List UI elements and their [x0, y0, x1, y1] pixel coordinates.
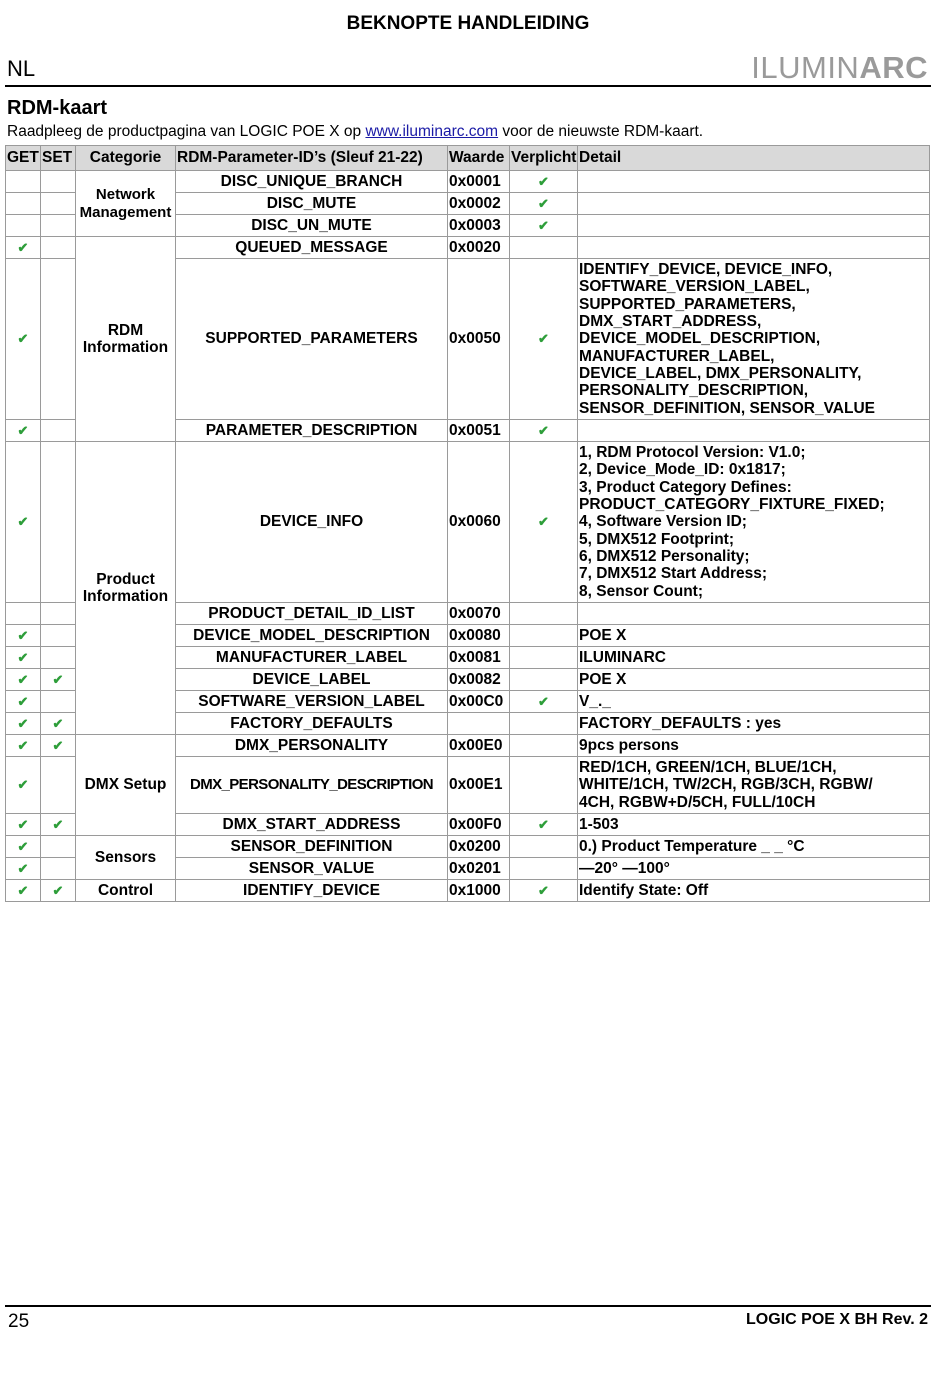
detail-cell: [578, 215, 930, 237]
value-cell: [448, 713, 510, 735]
get-cell: [6, 420, 41, 442]
detail-cell: [578, 836, 930, 858]
required-cell: [510, 669, 578, 691]
detail-cell: [578, 880, 930, 902]
check-icon: ✔: [17, 838, 29, 854]
detail-line: DEVICE_LABEL, DMX_PERSONALITY,: [579, 364, 862, 382]
parameter-id-cell: SUPPORTED_PARAMETERS: [176, 259, 448, 420]
get-cell: [6, 647, 41, 669]
detail-line: IDENTIFY_DEVICE, DEVICE_INFO,: [579, 261, 833, 279]
get-cell: [6, 858, 41, 880]
check-icon: ✔: [538, 217, 549, 233]
detail-line: POE X: [579, 670, 627, 688]
value-cell: 0x00E1: [448, 757, 510, 814]
check-icon: ✔: [538, 816, 549, 832]
detail-cell: [578, 814, 930, 836]
check-icon: ✔: [17, 816, 29, 832]
detail-line: Identify State: Off: [579, 881, 709, 899]
parameter-id-cell: DEVICE_INFO: [176, 442, 448, 603]
check-icon: ✔: [17, 882, 29, 898]
set-cell: [41, 647, 76, 669]
detail-line: RED/1CH, GREEN/1CH, BLUE/1CH,: [579, 759, 837, 777]
detail-cell: [578, 735, 930, 757]
required-cell: [510, 420, 578, 442]
check-icon: ✔: [17, 777, 29, 793]
required-cell: [510, 836, 578, 858]
parameter-id-cell: MANUFACTURER_LABEL: [176, 647, 448, 669]
value-cell: 0x00C0: [448, 691, 510, 713]
check-icon: ✔: [17, 671, 29, 687]
get-cell: [6, 237, 41, 259]
set-cell: [41, 625, 76, 647]
value-cell: 0x0081: [448, 647, 510, 669]
required-cell: [510, 259, 578, 420]
detail-cell: [578, 259, 930, 420]
check-icon: ✔: [17, 693, 29, 709]
required-cell: [510, 691, 578, 713]
set-cell: [41, 237, 76, 259]
logo-text-light: ILUMIN: [751, 50, 860, 85]
parameter-id-cell: SOFTWARE_VERSION_LABEL: [176, 691, 448, 713]
check-icon: ✔: [52, 737, 64, 753]
table-row: [6, 442, 930, 603]
check-icon: ✔: [538, 882, 549, 898]
value-cell: 0x0201: [448, 858, 510, 880]
detail-line: ILUMINARC: [579, 648, 666, 666]
get-cell: [6, 193, 41, 215]
page-title: BEKNOPTE HANDLEIDING: [346, 13, 590, 34]
check-icon: ✔: [17, 649, 29, 665]
detail-cell: [578, 420, 930, 442]
get-cell: [6, 669, 41, 691]
get-cell: [6, 814, 41, 836]
check-icon: ✔: [52, 882, 64, 898]
detail-line: SOFTWARE_VERSION_LABEL,: [579, 278, 810, 296]
table-header-row: [6, 146, 930, 171]
detail-line: 0.) Product Temperature _ _ °C: [579, 837, 805, 855]
detail-line: DMX_START_ADDRESS,: [579, 313, 762, 331]
set-cell: [41, 880, 76, 902]
set-cell: [41, 735, 76, 757]
intro-text-before: Raadpleeg de productpagina van LOGIC POE X op: [7, 123, 366, 140]
required-cell: [510, 757, 578, 814]
detail-cell: [578, 625, 930, 647]
detail-cell: [578, 237, 930, 259]
table-row: [6, 171, 930, 193]
col-header-required: Verplicht: [510, 146, 578, 171]
value-cell: 0x0200: [448, 836, 510, 858]
detail-line: SENSOR_DEFINITION, SENSOR_VALUE: [579, 399, 875, 417]
set-cell: [41, 858, 76, 880]
check-icon: ✔: [538, 514, 549, 530]
required-cell: [510, 880, 578, 902]
detail-cell: [578, 647, 930, 669]
value-cell: 0x0050: [448, 259, 510, 420]
parameter-id-cell: QUEUED_MESSAGE: [176, 237, 448, 259]
detail-line: DEVICE_MODEL_DESCRIPTION,: [579, 330, 821, 348]
col-header-value: Waarde: [448, 146, 510, 171]
set-cell: [41, 193, 76, 215]
value-cell: 0x0070: [448, 603, 510, 625]
intro-text: [7, 123, 703, 141]
detail-line: MANUFACTURER_LABEL,: [579, 347, 775, 365]
required-cell: [510, 647, 578, 669]
detail-line: 1, RDM Protocol Version: V1.0;: [579, 444, 806, 462]
category-cell: Sensors: [76, 836, 176, 880]
set-cell: [41, 713, 76, 735]
get-cell: [6, 171, 41, 193]
get-cell: [6, 215, 41, 237]
detail-cell: [578, 669, 930, 691]
detail-line: PRODUCT_CATEGORY_FIXTURE_FIXED;: [579, 496, 885, 514]
section-title: RDM-kaart: [7, 97, 108, 119]
detail-line: —20° —100°: [579, 859, 670, 877]
category-cell: Product Information: [76, 442, 176, 735]
table-row: [6, 836, 930, 858]
value-cell: 0x0051: [448, 420, 510, 442]
parameter-id-cell: SENSOR_VALUE: [176, 858, 448, 880]
col-header-category: Categorie: [76, 146, 176, 171]
required-cell: [510, 442, 578, 603]
brand-logo: [751, 50, 928, 86]
intro-text-after: voor de nieuwste RDM-kaart.: [498, 123, 704, 140]
table-row: [6, 237, 930, 259]
detail-cell: [578, 713, 930, 735]
detail-line: SUPPORTED_PARAMETERS,: [579, 295, 796, 313]
detail-line: 5, DMX512 Footprint;: [579, 530, 735, 548]
col-header-get: GET: [6, 146, 41, 171]
get-cell: [6, 259, 41, 420]
parameter-id-cell: DMX_PERSONALITY_DESCRIPTION: [176, 757, 448, 814]
get-cell: [6, 735, 41, 757]
required-cell: [510, 603, 578, 625]
check-icon: ✔: [52, 816, 64, 832]
detail-line: 3, Product Category Defines:: [579, 478, 792, 496]
get-cell: [6, 603, 41, 625]
set-cell: [41, 442, 76, 603]
check-icon: ✔: [538, 693, 549, 709]
check-icon: ✔: [17, 860, 29, 876]
set-cell: [41, 814, 76, 836]
check-icon: ✔: [538, 195, 549, 211]
required-cell: [510, 215, 578, 237]
detail-line: 9pcs persons: [579, 736, 679, 754]
detail-line: 2, Device_Mode_ID: 0x1817;: [579, 461, 786, 479]
detail-cell: [578, 757, 930, 814]
required-cell: [510, 171, 578, 193]
parameter-id-cell: PRODUCT_DETAIL_ID_LIST: [176, 603, 448, 625]
parameter-id-cell: DISC_UN_MUTE: [176, 215, 448, 237]
value-cell: 0x1000: [448, 880, 510, 902]
col-header-parameter-id: RDM-Parameter-ID’s (Sleuf 21-22): [176, 146, 448, 171]
detail-line: 8, Sensor Count;: [579, 582, 704, 600]
rdm-table: [5, 145, 930, 902]
detail-line: 4, Software Version ID;: [579, 513, 747, 531]
required-cell: [510, 625, 578, 647]
table-row: [6, 735, 930, 757]
parameter-id-cell: FACTORY_DEFAULTS: [176, 713, 448, 735]
detail-line: POE X: [579, 626, 627, 644]
col-header-detail: Detail: [578, 146, 930, 171]
value-cell: 0x0001: [448, 171, 510, 193]
required-cell: [510, 237, 578, 259]
detail-cell: [578, 691, 930, 713]
get-cell: [6, 880, 41, 902]
detail-line: FACTORY_DEFAULTS : yes: [579, 714, 782, 732]
table-row: [6, 880, 930, 902]
parameter-id-cell: SENSOR_DEFINITION: [176, 836, 448, 858]
detail-cell: [578, 858, 930, 880]
parameter-id-cell: IDENTIFY_DEVICE: [176, 880, 448, 902]
detail-cell: [578, 603, 930, 625]
check-icon: ✔: [17, 715, 29, 731]
check-icon: ✔: [52, 715, 64, 731]
set-cell: [41, 603, 76, 625]
value-cell: 0x0002: [448, 193, 510, 215]
detail-line: 1-503: [579, 815, 619, 833]
category-cell: DMX Setup: [76, 735, 176, 836]
logo-text-bold: ARC: [859, 50, 928, 85]
get-cell: [6, 691, 41, 713]
set-cell: [41, 691, 76, 713]
detail-line: PERSONALITY_DESCRIPTION,: [579, 382, 809, 400]
parameter-id-cell: PARAMETER_DESCRIPTION: [176, 420, 448, 442]
parameter-id-cell: DISC_UNIQUE_BRANCH: [176, 171, 448, 193]
parameter-id-cell: DEVICE_LABEL: [176, 669, 448, 691]
check-icon: ✔: [538, 331, 549, 347]
header-divider: [5, 85, 931, 87]
parameter-id-cell: DMX_START_ADDRESS: [176, 814, 448, 836]
check-icon: ✔: [17, 514, 29, 530]
website-link[interactable]: www.iluminarc.com: [365, 123, 499, 140]
check-icon: ✔: [52, 671, 64, 687]
set-cell: [41, 669, 76, 691]
detail-cell: [578, 193, 930, 215]
set-cell: [41, 420, 76, 442]
page-number: 25: [8, 1311, 30, 1332]
value-cell: 0x0020: [448, 237, 510, 259]
required-cell: [510, 858, 578, 880]
rdm-table-body: [6, 171, 930, 902]
check-icon: ✔: [17, 422, 29, 438]
set-cell: [41, 171, 76, 193]
value-cell: 0x0082: [448, 669, 510, 691]
parameter-id-cell: DISC_MUTE: [176, 193, 448, 215]
get-cell: [6, 836, 41, 858]
set-cell: [41, 259, 76, 420]
category-cell: Network Management: [76, 171, 176, 237]
set-cell: [41, 215, 76, 237]
language-label: NL: [7, 56, 36, 81]
check-icon: ✔: [538, 173, 549, 189]
get-cell: [6, 625, 41, 647]
value-cell: 0x0060: [448, 442, 510, 603]
value-cell: 0x00E0: [448, 735, 510, 757]
required-cell: [510, 814, 578, 836]
parameter-id-cell: DEVICE_MODEL_DESCRIPTION: [176, 625, 448, 647]
detail-cell: [578, 171, 930, 193]
check-icon: ✔: [17, 627, 29, 643]
value-cell: 0x0080: [448, 625, 510, 647]
detail-line: V_._: [579, 692, 611, 710]
value-cell: 0x00F0: [448, 814, 510, 836]
parameter-id-cell: DMX_PERSONALITY: [176, 735, 448, 757]
document-id: LOGIC POE X BH Rev. 2: [746, 1311, 928, 1328]
detail-line: 6, DMX512 Personality;: [579, 547, 750, 565]
required-cell: [510, 735, 578, 757]
category-cell: RDM Information: [76, 237, 176, 442]
detail-line: WHITE/1CH, TW/2CH, RGB/3CH, RGBW/: [579, 776, 873, 794]
check-icon: ✔: [538, 422, 549, 438]
set-cell: [41, 757, 76, 814]
get-cell: [6, 713, 41, 735]
required-cell: [510, 713, 578, 735]
footer-divider: [5, 1305, 931, 1307]
get-cell: [6, 757, 41, 814]
value-cell: 0x0003: [448, 215, 510, 237]
check-icon: ✔: [17, 737, 29, 753]
col-header-set: SET: [41, 146, 76, 171]
check-icon: ✔: [17, 331, 29, 347]
get-cell: [6, 442, 41, 603]
required-cell: [510, 193, 578, 215]
check-icon: ✔: [17, 239, 29, 255]
set-cell: [41, 836, 76, 858]
detail-line: 7, DMX512 Start Address;: [579, 565, 768, 583]
category-cell: Control: [76, 880, 176, 902]
detail-cell: [578, 442, 930, 603]
detail-line: 4CH, RGBW+D/5CH, FULL/10CH: [579, 793, 816, 811]
